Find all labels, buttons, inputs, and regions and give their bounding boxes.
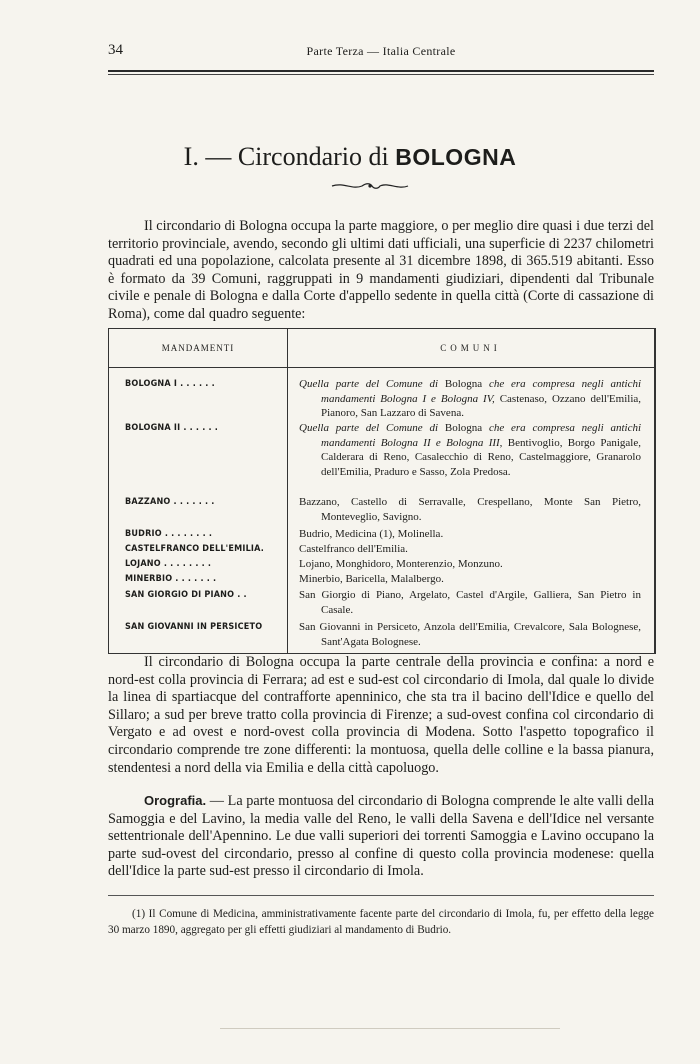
table-header-mandamenti: MANDAMENTI: [109, 329, 287, 368]
comuni-cell: Bazzano, Castello di Serravalle, Crespellano, Monte San Pietro, Monteveglio, Savigno.: [299, 496, 641, 523]
mandamento-name: MINERBIO . . . . . . .: [125, 574, 217, 584]
chapter-title-place: BOLOGNA: [395, 144, 517, 170]
mandamento-name: SAN GIOVANNI IN PERSICETO: [125, 622, 263, 632]
mandamenti-table: [108, 328, 656, 654]
footnote: (1) Il Comune di Medicina, amministrativamente facente parte del circondario di Imola, fu, per effetto della legge 30 marzo 1890, aggregato per gli effetti giudiziari al mandamento di Budrio.: [108, 908, 654, 936]
orografia-paragraph: Orografia. — La parte montuosa del circondario di Bologna comprende le alte valli della Samoggia e del Lavino, la media valle del Reno, le valli della Savena e dell'Idice nel versante settentrionale dell'Apennino. Le due valli superiori dei torrenti Samoggia e Lavino occupano la parte sud-ovest del circondario, presso al confine di questo colla provincia modenese: quella dell'Idice la parte sud-est presso il circondario di Imola.: [108, 793, 655, 880]
mandamento-name: BUDRIO . . . . . . . .: [125, 529, 213, 539]
header-rule-thin: [108, 74, 654, 75]
bottom-rule: [220, 1028, 560, 1029]
intro-paragraph: Il circondario di Bologna occupa la parte maggiore, o per meglio dire quasi i due terzi del territorio provinciale, avendo, secondo gli ultimi dati ufficiali, una superficie di 2237 chilometri quadrati ed una popolazione, calcolata presente al 31 dicembre 1898, di 365.519 abitanti. Esso è formato da 39 Comuni, raggruppati in 9 mandamenti giudiziari, dipendenti dal Tribunale civile e penale di Bologna e dalla Corte d'appello sedente in quella città (Corte di cassazione di Roma), come dal quadro seguente:: [108, 218, 654, 322]
mandamento-name: BOLOGNA II . . . . . .: [125, 423, 219, 433]
chapter-title: [0, 142, 700, 172]
comuni-cell: Quella parte del Comune di Bologna che era compresa negli antichi mandamenti Bologna I e Bologna IV, Castenaso, Ozzano dell'Emilia, Pianoro, San Lazzaro di Savena.: [299, 378, 642, 420]
running-title: Parte Terza — Italia Centrale: [306, 44, 456, 58]
boundaries-paragraph: Il circondario di Bologna occupa la parte centrale della provincia e confina: a nord e nord-est colla provincia di Ferrara; ad est e sud-est col circondario di Imola, dal quale lo divide la linea di spartiacque del contrafforte apenninico, che sta tra il bacino dell'Idice e quello del Sillaro; a sud per breve tratto colla provincia di Firenze; a sud-ovest confina col circondario di Vergato e ad ovest e nord-ovest colla provincia di Modena. Sotto l'aspetto topografico il circondario comprende tre zone differenti: la montuosa, quella delle colline e la bassa pianura, stendentesi a nord della via Emilia e della città capoluogo.: [108, 654, 654, 776]
header-rule: [108, 70, 654, 72]
mandamento-name: LOJANO . . . . . . . .: [125, 559, 212, 569]
comuni-cell: San Giorgio di Piano, Argelato, Castel d'Argile, Galliera, San Pietro in Casale.: [299, 589, 641, 616]
column-rule: [287, 329, 288, 653]
comuni-cell: Castelfranco dell'Emilia.: [299, 543, 408, 555]
comuni-cell: Budrio, Medicina (1), Molinella.: [299, 528, 444, 540]
table-header-comuni: COMUNI: [287, 329, 654, 368]
chapter-title-prefix: I. — Circondario di: [183, 142, 389, 171]
mandamento-name: SAN GIORGIO DI PIANO . .: [125, 590, 247, 600]
ornament-flourish-icon: [330, 180, 410, 192]
comuni-cell: Lojano, Monghidoro, Monterenzio, Monzuno.: [299, 558, 503, 570]
page-header: [108, 42, 654, 64]
mandamento-name: CASTELFRANCO DELL'EMILIA.: [125, 544, 265, 554]
comuni-cell: San Giovanni in Persiceto, Anzola dell'Emilia, Crevalcore, Sala Bolognese, Sant'Agata Bolognese.: [299, 621, 641, 648]
page-number: 34: [108, 42, 123, 58]
footnote-separator: [108, 895, 654, 896]
orografia-heading: Orografia.: [144, 793, 207, 808]
comuni-cell: Quella parte del Comune di Bologna che era compresa negli antichi mandamenti Bologna II e Bologna III, Bentivoglio, Borgo Panigale, Calderara di Reno, Casalecchio di Reno, Castelmaggiore, Granarolo dell'Emilia, Praduro e Sasso, Zola Predosa.: [299, 422, 642, 478]
mandamento-name: BOLOGNA I . . . . . .: [125, 379, 215, 389]
mandamento-name: BAZZANO . . . . . . .: [125, 497, 215, 507]
comuni-cell: Minerbio, Baricella, Malalbergo.: [299, 573, 444, 585]
